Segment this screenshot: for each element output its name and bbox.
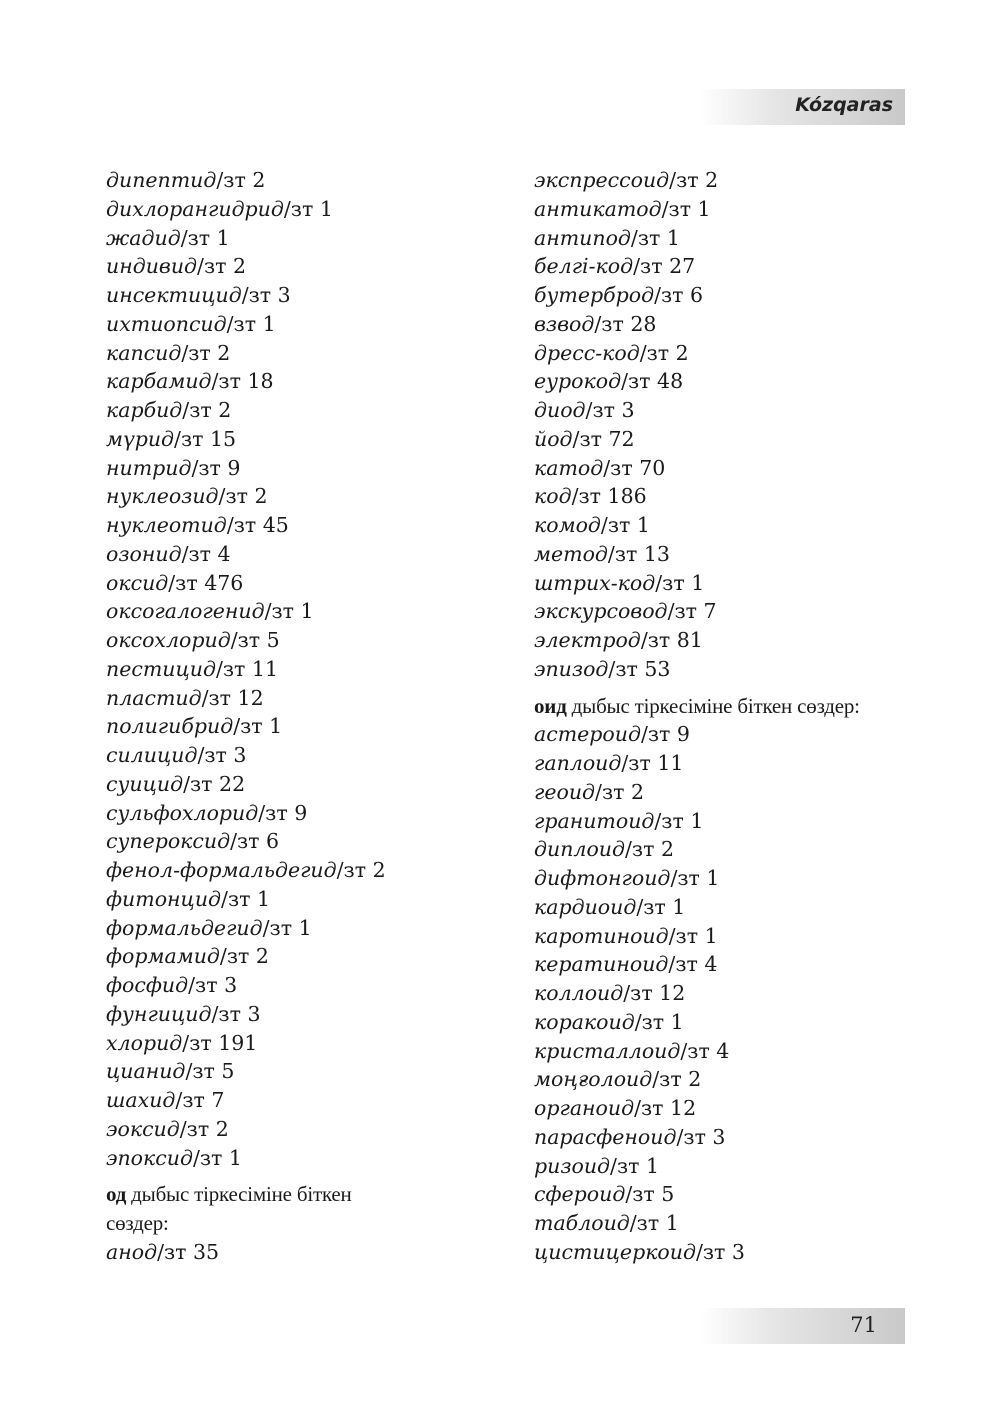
list-item — [106, 684, 506, 713]
entry-word: нуклеотид — [106, 513, 227, 537]
entry-count: /зт 12 — [623, 981, 686, 1005]
entry-count: /зт 15 — [174, 426, 237, 451]
entry-word: штрих-код — [534, 570, 656, 595]
right-column — [534, 166, 934, 1267]
list-item — [534, 224, 934, 253]
list-item — [534, 1065, 934, 1094]
entry-word: метод — [534, 541, 608, 566]
list-item — [534, 281, 934, 310]
running-header-title: Kózqaras — [795, 94, 893, 116]
list-item — [106, 511, 506, 540]
list-item — [106, 339, 506, 368]
entry-count: /зт 3 — [211, 1001, 261, 1026]
entry-count: /зт 7 — [667, 599, 717, 624]
list-item — [534, 195, 934, 224]
right-entry-list — [534, 166, 934, 684]
entry-word: капсид — [106, 340, 182, 365]
entry-word: парасфеноид — [534, 1124, 677, 1149]
entry-word: таблоид — [534, 1211, 630, 1235]
entry-count: /зт 18 — [211, 369, 274, 394]
entry-count: /зт 4 — [680, 1038, 730, 1063]
list-item — [106, 770, 506, 799]
section-heading-suffix: од — [106, 1182, 127, 1207]
list-item — [106, 712, 506, 741]
entry-word: фитонцид — [106, 886, 222, 911]
entry-word: оксохлорид — [106, 628, 231, 652]
list-item — [534, 597, 934, 626]
list-item — [534, 835, 934, 864]
entry-count: /зт 2 — [179, 1116, 229, 1141]
list-item — [106, 252, 506, 281]
list-item — [106, 971, 506, 1000]
list-item — [534, 1238, 934, 1267]
entry-count: /зт 3 — [188, 973, 238, 997]
entry-word: кардиоид — [534, 894, 637, 919]
entry-word: полигибрид — [106, 714, 234, 739]
entry-count: /зт 476 — [168, 570, 244, 595]
entry-word: антикатод — [534, 196, 662, 221]
entry-count: /зт 2 — [625, 837, 674, 862]
entry-count: /зт 48 — [621, 369, 684, 394]
entry-count: /зт 2 — [336, 858, 386, 882]
entry-word: йод — [534, 426, 573, 451]
list-item — [106, 396, 506, 425]
entry-word: еурокод — [534, 369, 622, 394]
entry-count: /зт 9 — [191, 455, 241, 480]
entry-count: /зт 6 — [654, 283, 704, 307]
entry-word: анод — [106, 1239, 158, 1264]
entry-count: /зт 1 — [661, 196, 711, 221]
list-item — [106, 885, 506, 914]
entry-count: /зт 1 — [226, 311, 276, 336]
entry-count: /зт 2 — [216, 168, 266, 192]
entry-count: /зт 191 — [182, 1030, 258, 1055]
list-item — [534, 1209, 934, 1238]
list-item — [534, 1180, 934, 1209]
entry-word: дифтонгоид — [534, 866, 671, 890]
entry-word: коллоид — [534, 981, 624, 1005]
list-item — [534, 396, 934, 425]
entry-word: эоксид — [106, 1116, 180, 1141]
entry-count: /зт 3 — [676, 1124, 726, 1149]
list-item — [534, 950, 934, 979]
section-heading-od — [106, 1180, 506, 1238]
entry-word: шахид — [106, 1088, 176, 1112]
entry-word: суицид — [106, 771, 184, 796]
entry-count: /зт 6 — [230, 829, 280, 854]
list-item — [106, 655, 506, 684]
entry-count: /зт 1 — [283, 196, 333, 221]
entry-count: /зт 12 — [634, 1096, 697, 1120]
entry-count: /зт 2 — [595, 779, 645, 804]
list-item — [534, 626, 934, 655]
entry-word: эпизод — [534, 656, 609, 681]
entry-count: /зт 3 — [585, 398, 635, 422]
entry-word: хлорид — [106, 1030, 183, 1055]
entry-count: /зт 12 — [201, 685, 264, 710]
list-item — [106, 425, 506, 454]
list-item — [534, 482, 934, 511]
running-header — [700, 89, 905, 125]
list-item — [106, 454, 506, 483]
entry-word: белгі-код — [534, 254, 634, 279]
entry-word: геоид — [534, 779, 596, 804]
entry-word: цистицеркоид — [534, 1239, 696, 1264]
entry-word: карбид — [106, 398, 183, 422]
list-item — [534, 979, 934, 1008]
entry-word: моңғолоид — [534, 1067, 653, 1092]
entry-word: оксид — [106, 570, 169, 595]
list-item — [106, 1238, 506, 1267]
list-item — [534, 310, 934, 339]
list-item — [106, 367, 506, 396]
entry-count: /зт 13 — [607, 541, 670, 566]
page-footer — [700, 1308, 905, 1344]
list-item — [106, 1086, 506, 1115]
entry-word: экскурсовод — [534, 599, 668, 624]
entry-word: антипод — [534, 225, 631, 250]
entry-count: /зт 1 — [654, 808, 704, 833]
list-item — [106, 195, 506, 224]
list-item — [534, 540, 934, 569]
section-heading-text: дыбыс тіркесіміне біткен сөздер: — [566, 693, 860, 718]
entry-count: /зт 4 — [668, 952, 718, 977]
entry-count: /зт 1 — [668, 923, 718, 948]
entry-count: /зт 70 — [603, 455, 666, 480]
list-item — [534, 1123, 934, 1152]
entry-count: /зт 1 — [634, 1009, 684, 1034]
list-item — [106, 856, 506, 885]
entry-count: /зт 1 — [630, 225, 680, 250]
entry-count: /зт 53 — [608, 656, 671, 681]
list-item — [534, 807, 934, 836]
list-item — [534, 1008, 934, 1037]
entry-count: /зт 72 — [572, 426, 635, 451]
list-item — [534, 454, 934, 483]
entry-word: коракоид — [534, 1009, 635, 1034]
entry-word: цианид — [106, 1059, 186, 1084]
list-item — [106, 166, 506, 195]
list-item — [534, 166, 934, 195]
entry-word: экспрессоид — [534, 168, 670, 192]
entry-count: /зт 2 — [639, 340, 689, 365]
list-item — [106, 224, 506, 253]
list-item — [106, 540, 506, 569]
right-entry-list-after — [534, 720, 934, 1266]
list-item — [534, 749, 934, 778]
entry-word: пестицид — [106, 656, 216, 681]
entry-word: комод — [534, 513, 601, 537]
entry-count: /зт 1 — [655, 570, 705, 595]
page-number: 71 — [850, 1313, 877, 1337]
entry-word: гранитоид — [534, 808, 655, 833]
list-item — [106, 1057, 506, 1086]
entry-word: супероксид — [106, 829, 231, 854]
list-item — [534, 511, 934, 540]
list-item — [106, 1000, 506, 1029]
entry-count: /зт 28 — [594, 311, 657, 336]
entry-word: формальдегид — [106, 915, 263, 940]
left-entry-list-after — [106, 1238, 506, 1267]
entry-count: /зт 35 — [157, 1239, 220, 1264]
entry-word: катод — [534, 455, 604, 480]
list-item — [106, 626, 506, 655]
list-item — [534, 778, 934, 807]
entry-word: взвод — [534, 311, 595, 336]
section-heading-text: дыбыс тіркесіміне біткен — [126, 1182, 352, 1207]
entry-word: дипептид — [106, 168, 217, 192]
list-item — [106, 914, 506, 943]
list-item — [534, 1152, 934, 1181]
list-item — [106, 799, 506, 828]
list-item — [534, 367, 934, 396]
entry-word: дихлорангидрид — [106, 196, 284, 221]
entry-word: органоид — [534, 1096, 635, 1120]
list-item — [534, 922, 934, 951]
entry-count: /зт 11 — [215, 656, 278, 681]
entry-count: /зт 1 — [600, 513, 650, 537]
section-heading-suffix: оид — [534, 693, 567, 718]
entry-word: инсектицид — [106, 283, 242, 307]
list-item — [534, 655, 934, 684]
entry-count: /зт 2 — [218, 484, 268, 509]
entry-word: жадид — [106, 225, 181, 250]
list-item — [106, 597, 506, 626]
entry-count: /зт 22 — [183, 771, 246, 796]
list-item — [106, 281, 506, 310]
entry-word: фенол-формальдегид — [106, 858, 337, 882]
entry-count: /зт 1 — [629, 1211, 679, 1235]
list-item — [106, 310, 506, 339]
entry-word: формамид — [106, 944, 220, 969]
entry-count: /зт 5 — [230, 628, 280, 652]
entry-word: нуклеозид — [106, 484, 219, 509]
entry-word: нитрид — [106, 455, 192, 480]
entry-count: /зт 2 — [182, 398, 232, 422]
entry-word: карбамид — [106, 369, 212, 394]
entry-word: бутерброд — [534, 283, 655, 307]
entry-count: /зт 5 — [185, 1059, 235, 1084]
list-item — [106, 1144, 506, 1173]
entry-count: /зт 2 — [219, 944, 269, 969]
entry-count: /зт 27 — [633, 254, 696, 279]
list-item — [106, 827, 506, 856]
list-item — [534, 864, 934, 893]
entry-word: дресс-код — [534, 340, 640, 365]
entry-word: каротиноид — [534, 923, 669, 948]
list-item — [534, 1094, 934, 1123]
entry-word: диплоид — [534, 837, 625, 862]
left-column — [106, 166, 506, 1267]
entry-word: фосфид — [106, 973, 189, 997]
entry-word: ихтиопсид — [106, 311, 227, 336]
list-item — [534, 339, 934, 368]
entry-word: фунгицид — [106, 1001, 212, 1026]
entry-count: /зт 1 — [636, 894, 686, 919]
list-item — [534, 252, 934, 281]
entry-count: /зт 1 — [192, 1145, 242, 1170]
entry-count: /зт 5 — [625, 1182, 675, 1207]
list-item — [106, 1115, 506, 1144]
entry-word: астероид — [534, 722, 641, 747]
entry-count: /зт 9 — [640, 722, 690, 747]
entry-word: оксогалогенид — [106, 599, 265, 624]
entry-word: код — [534, 484, 572, 509]
entry-count: /зт 2 — [181, 340, 231, 365]
entry-word: гаплоид — [534, 751, 622, 775]
entry-count: /зт 1 — [670, 866, 720, 890]
entry-count: /зт 81 — [640, 628, 703, 652]
entry-word: пластид — [106, 685, 202, 710]
entry-count: /зт 2 — [652, 1067, 702, 1092]
entry-count: /зт 1 — [610, 1153, 660, 1178]
section-heading-text-continued: сөздер: — [106, 1211, 169, 1235]
list-item — [106, 1029, 506, 1058]
entry-count: /зт 186 — [571, 484, 647, 509]
left-entry-list — [106, 166, 506, 1172]
entry-word: кератиноид — [534, 952, 669, 977]
entry-word: озонид — [106, 541, 182, 566]
entry-word: сфероид — [534, 1182, 626, 1207]
list-item — [534, 1037, 934, 1066]
entry-word: сульфохлорид — [106, 800, 259, 825]
entry-word: электрод — [534, 628, 641, 652]
list-item — [106, 942, 506, 971]
entry-count: /зт 9 — [258, 800, 308, 825]
entry-count: /зт 4 — [181, 541, 231, 566]
entry-count: /зт 1 — [221, 886, 271, 911]
entry-count: /зт 7 — [175, 1088, 225, 1112]
entry-word: мүрид — [106, 426, 175, 451]
entry-count: /зт 1 — [233, 714, 283, 739]
list-item — [106, 741, 506, 770]
entry-word: индивид — [106, 254, 198, 279]
entry-count: /зт 3 — [197, 743, 247, 767]
entry-count: /зт 3 — [241, 283, 291, 307]
entry-word: силицид — [106, 743, 198, 767]
list-item — [534, 893, 934, 922]
list-item — [106, 569, 506, 598]
entry-word: диод — [534, 398, 586, 422]
entry-count: /зт 3 — [695, 1239, 745, 1264]
entry-count: /зт 1 — [262, 915, 312, 940]
entry-word: ризоид — [534, 1153, 611, 1178]
list-item — [534, 425, 934, 454]
list-item — [534, 569, 934, 598]
entry-count: /зт 1 — [264, 599, 314, 624]
list-item — [106, 482, 506, 511]
section-heading-oid — [534, 692, 934, 721]
entry-count: /зт 1 — [180, 225, 230, 250]
entry-word: эпоксид — [106, 1145, 193, 1170]
entry-count: /зт 45 — [226, 513, 289, 537]
entry-count: /зт 11 — [621, 751, 684, 775]
list-item — [534, 720, 934, 749]
entry-count: /зт 2 — [669, 168, 719, 192]
entry-word: кристаллоид — [534, 1038, 681, 1063]
entry-count: /зт 2 — [197, 254, 247, 279]
